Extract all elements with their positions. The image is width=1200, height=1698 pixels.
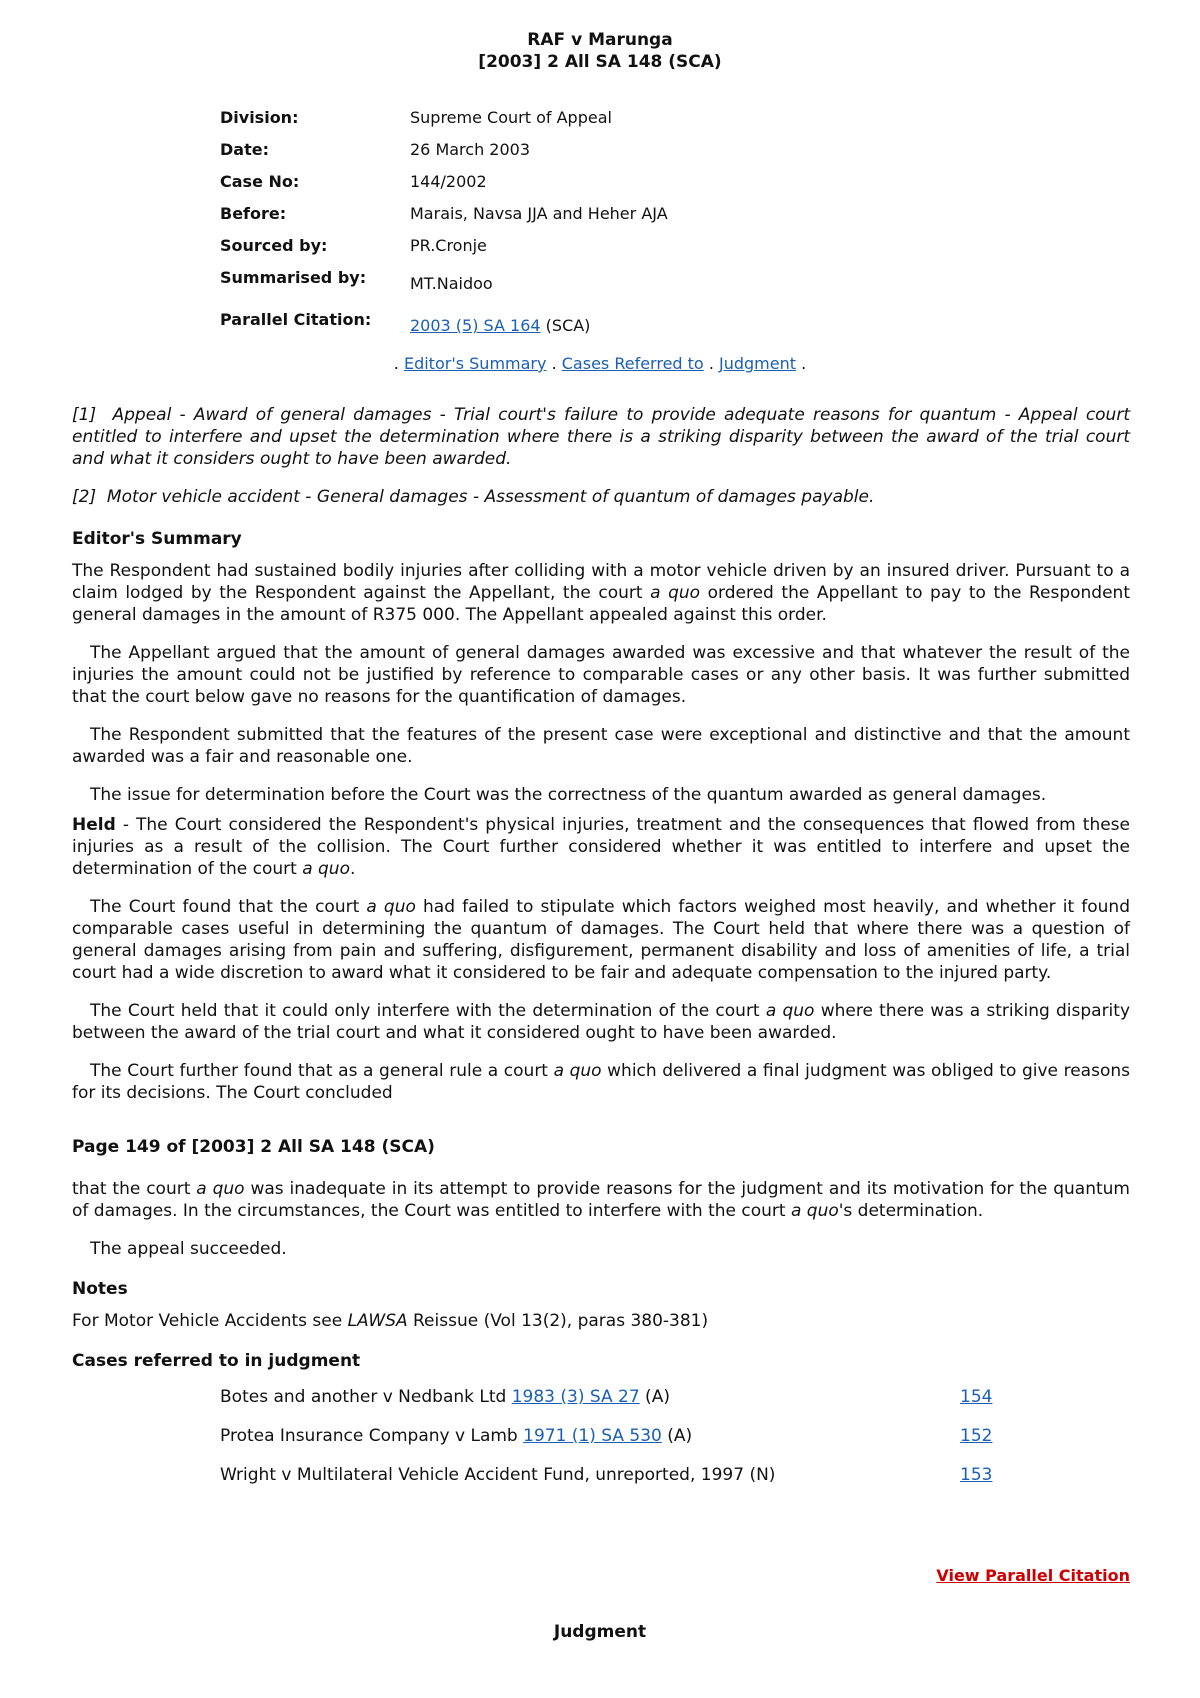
meta-value	[410, 310, 980, 348]
meta-label: Date:	[220, 140, 269, 159]
meta-value: Supreme Court of Appeal	[410, 108, 612, 127]
meta-value: PR.Cronje	[410, 236, 487, 255]
meta-row-parallel-citation	[220, 310, 980, 348]
meta-label: Summarised by:	[220, 268, 367, 287]
meta-label: Parallel Citation:	[220, 310, 372, 329]
keyword-text: Appeal - Award of general damages - Trial court's failure to provide adequate reasons for quantum - Appeal court entitled to interfere and upset the determination where there is a striking disparity between the award of the trial court and what it considers ought to have been awarded.	[72, 405, 1130, 469]
judgment-heading: Judgment	[553, 1622, 647, 1642]
section-nav	[0, 354, 1200, 373]
view-parallel-citation-link[interactable]: View Parallel Citation	[936, 1566, 1130, 1585]
case-citation-link[interactable]: 1971 (1) SA 530	[523, 1426, 662, 1446]
summary-paragraph: The Court held that it could only interfere with the determination of the court a quo where there was a striking disparity between the award of the trial court and what it considered ought to have been awarded.	[72, 1001, 1131, 1043]
meta-label: Sourced by:	[220, 236, 328, 255]
meta-row-sourced-by	[220, 236, 980, 268]
summary-paragraph: The Respondent submitted that the features of the present case were exceptional and distinctive and that the amount awarded was a fair and reasonable one.	[72, 725, 1130, 767]
summary-paragraph: The Court further found that as a general rule a court a quo which delivered a final judgment was obliged to give reasons for its decisions. The Court concluded	[72, 1061, 1130, 1103]
held-paragraph: Held - The Court considered the Respondent's physical injuries, treatment and the consequences that flowed from these injuries as a result of the collision. The Court further considered whether it was entitled to interfere and upset the determination of the court a quo.	[72, 815, 1130, 879]
held-label: Held	[72, 815, 116, 835]
editors-summary-heading: Editor's Summary	[72, 529, 242, 549]
summary-paragraph: The Appellant argued that the amount of general damages awarded was excessive and that whatever the result of the injuries the amount could not be justified by reference to comparable cases or any other basis. It was further submitted that the court below gave no reasons for the quantification of damages.	[72, 643, 1130, 707]
case-name: Wright v Multilateral Vehicle Accident Fund, unreported, 1997 (N)	[220, 1465, 776, 1485]
meta-value: 26 March 2003	[410, 140, 531, 159]
parallel-citation-link[interactable]: 2003 (5) SA 164	[410, 316, 541, 335]
cases-heading: Cases referred to in judgment	[72, 1351, 361, 1371]
case-page	[960, 1464, 1130, 1503]
page-marker: Page 149 of [2003] 2 All SA 148 (SCA)	[72, 1137, 435, 1157]
nav-link-cases-referred[interactable]: Cases Referred to	[561, 354, 704, 373]
case-name: Botes and another v Nedbank Ltd 1983 (3) SA 27 (A)	[220, 1387, 670, 1407]
nav-link-judgment[interactable]: Judgment	[719, 354, 797, 373]
case-row	[72, 1425, 1130, 1464]
nav-separator: .	[708, 354, 714, 373]
meta-row-summarised-by	[220, 268, 980, 310]
keyword-2	[72, 486, 1130, 508]
notes-text: For Motor Vehicle Accidents see LAWSA Reissue (Vol 13(2), paras 380-381)	[72, 1311, 709, 1331]
summary-paragraph: The Court found that the court a quo had failed to stipulate which factors weighed most heavily, and whether it found comparable cases useful in determining the quantum of damages. The Court held that where there was a question of general damages arising from pain and suffering, disfigurement, permanent disability and loss of amenities of life, a trial court had a wide discretion to award what it considered to be fair and adequate compensation to the injured party.	[72, 897, 1130, 983]
nav-link-editors-summary[interactable]: Editor's Summary	[403, 354, 547, 373]
meta-value: MT.Naidoo	[410, 274, 493, 293]
document-body	[72, 404, 1130, 1503]
case-citation: [2003] 2 All SA 148 (SCA)	[478, 52, 722, 72]
summary-paragraph: that the court a quo was inadequate in its attempt to provide reasons for the judgment and its motivation for the quantum of damages. In the circumstances, the Court was entitled to interfere with the court a quo's determination.	[72, 1179, 1130, 1221]
keyword-text: Motor vehicle accident - General damages - Assessment of quantum of damages payable.	[106, 487, 875, 507]
meta-row-before	[220, 204, 980, 236]
meta-label: Division:	[220, 108, 299, 127]
keyword-1	[72, 404, 1130, 470]
case-metadata	[220, 108, 980, 348]
meta-value: 144/2002	[410, 172, 487, 191]
meta-row-date	[220, 140, 980, 172]
summary-paragraph: The Respondent had sustained bodily injuries after colliding with a motor vehicle driven by an insured driver. Pursuant to a claim lodged by the Respondent against the Appellant, the court a quo ordered the Appellant to pay to the Respondent general damages in the amount of R375 000. The Appellant appealed against this order.	[72, 561, 1130, 625]
keyword-number: [1]	[72, 405, 97, 425]
case-page-link[interactable]: 152	[960, 1426, 993, 1446]
nav-separator: .	[551, 354, 557, 373]
case-row	[72, 1386, 1130, 1425]
keyword-number: [2]	[72, 487, 97, 507]
case-page-link[interactable]: 154	[960, 1387, 993, 1407]
meta-label: Before:	[220, 204, 287, 223]
nav-separator: .	[393, 354, 399, 373]
cases-table	[72, 1386, 1130, 1503]
case-name: Protea Insurance Company v Lamb 1971 (1) SA 530 (A)	[220, 1426, 693, 1446]
summary-paragraph: The issue for determination before the Court was the correctness of the quantum awarded as general damages.	[90, 785, 1047, 805]
case-citation-link[interactable]: 1983 (3) SA 27	[511, 1387, 640, 1407]
case-page	[960, 1386, 1130, 1425]
notes-heading: Notes	[72, 1279, 128, 1299]
nav-separator: .	[801, 354, 807, 373]
case-page	[960, 1425, 1130, 1464]
summary-paragraph: The appeal succeeded.	[90, 1239, 287, 1259]
case-row	[72, 1464, 1130, 1503]
meta-row-division	[220, 108, 980, 140]
meta-label: Case No:	[220, 172, 300, 191]
meta-row-case-no	[220, 172, 980, 204]
parallel-citation-suffix: (SCA)	[540, 316, 591, 335]
case-page-link[interactable]: 153	[960, 1465, 993, 1485]
case-title: RAF v Marunga	[527, 30, 673, 50]
meta-value: Marais, Navsa JJA and Heher AJA	[410, 204, 668, 223]
